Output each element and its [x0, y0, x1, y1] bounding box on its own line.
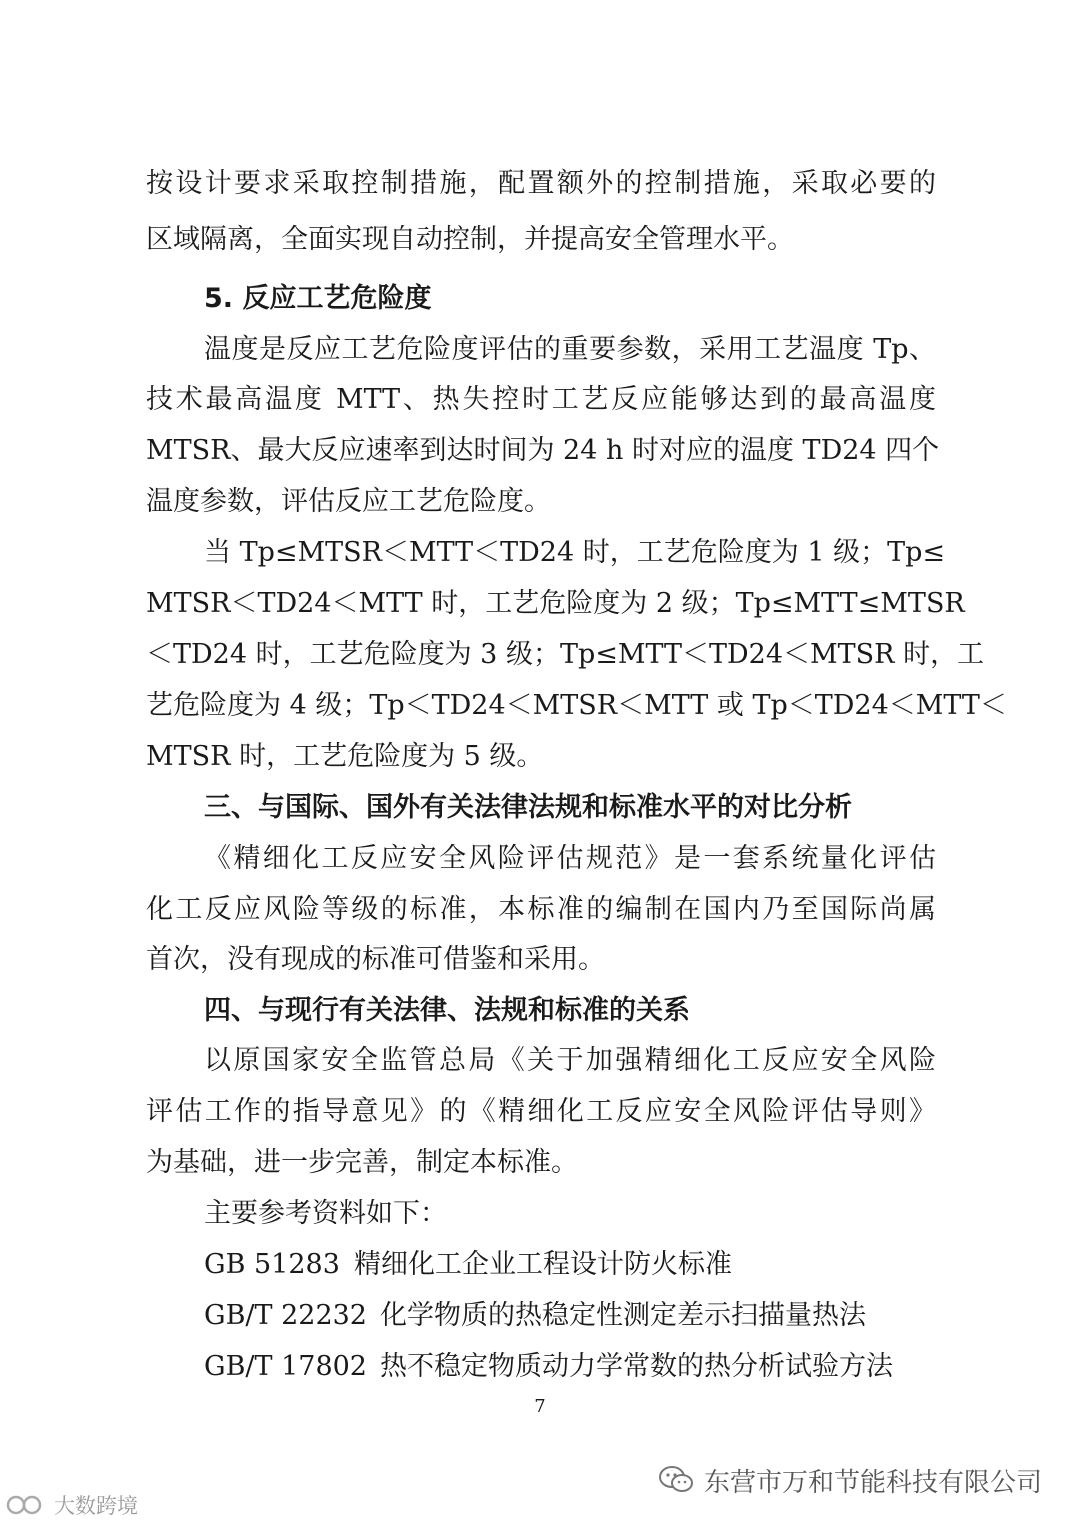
reference-title: 化学物质的热稳定性测定差示扫描量热法	[380, 1300, 866, 1331]
paragraph-line: 主要参考资料如下：	[204, 1198, 447, 1229]
page-number: 7	[534, 1396, 546, 1417]
reference-title: 热不稳定物质动力学常数的热分析试验方法	[380, 1351, 893, 1382]
watermark-text: 东营市万和节能科技有限公司	[703, 1467, 1042, 1498]
paragraph-line: 温度是反应工艺危险度评估的重要参数，采用工艺温度 Tp、	[204, 334, 936, 365]
paragraph-line: 化工反应风险等级的标准，本标准的编制在国内乃至国际尚属	[146, 894, 936, 925]
reference-code: GB/T 17802	[204, 1351, 367, 1382]
paragraph-line: 按设计要求采取控制措施，配置额外的控制措施，采取必要的	[146, 168, 936, 199]
watermark-left	[6, 1488, 138, 1522]
wechat-icon	[658, 1465, 694, 1495]
paragraph-line: 温度参数，评估反应工艺危险度。	[146, 486, 551, 517]
paragraph-line: 技术最高温度 MTT、热失控时工艺反应能够达到的最高温度	[146, 384, 936, 415]
brand-logo-icon	[6, 1493, 48, 1517]
reference-item	[204, 1298, 936, 1334]
paragraph-line: 为基础，进一步完善，制定本标准。	[146, 1147, 578, 1178]
paragraph-line: 区域隔离，全面实现自动控制，并提高安全管理水平。	[146, 224, 794, 255]
paragraph-line: 以原国家安全监管总局《关于加强精细化工反应安全风险	[204, 1045, 936, 1076]
reference-code: GB/T 22232	[204, 1300, 367, 1331]
section-heading: 三、与国际、国外有关法律法规和标准水平的对比分析	[204, 792, 852, 823]
watermark-text: 大数跨境	[54, 1494, 138, 1518]
section-heading: 四、与现行有关法律、法规和标准的关系	[204, 995, 690, 1026]
reference-item	[204, 1349, 936, 1385]
reference-code: GB 51283	[204, 1249, 340, 1280]
reference-item	[204, 1247, 936, 1283]
paragraph-line: MTSR＜TD24＜MTT 时，工艺危险度为 2 级；Tp≤MTT≤MTSR	[146, 588, 965, 619]
paragraph-line: 评估工作的指导意见》的《精细化工反应安全风险评估导则》	[146, 1096, 936, 1127]
paragraph-line: 首次，没有现成的标准可借鉴和采用。	[146, 944, 605, 975]
paragraph-line: MTSR、最大反应速率到达时间为 24 h 时对应的温度 TD24 四个	[146, 435, 940, 466]
paragraph-line: 当 Tp≤MTSR＜MTT＜TD24 时，工艺危险度为 1 级；Tp≤	[204, 537, 945, 568]
paragraph-line: MTSR 时，工艺危险度为 5 级。	[146, 741, 544, 772]
paragraph-line: 艺危险度为 4 级；Tp＜TD24＜MTSR＜MTT 或 Tp＜TD24＜MTT＜	[146, 690, 1007, 721]
watermark-right	[658, 1460, 1042, 1500]
paragraph-line: 《精细化工反应安全风险评估规范》是一套系统量化评估	[204, 843, 936, 874]
reference-title: 精细化工企业工程设计防火标准	[354, 1249, 732, 1280]
paragraph-line: ＜TD24 时，工艺危险度为 3 级；Tp≤MTT＜TD24＜MTSR 时，工	[146, 639, 985, 670]
section-heading: 5. 反应工艺危险度	[204, 283, 432, 314]
